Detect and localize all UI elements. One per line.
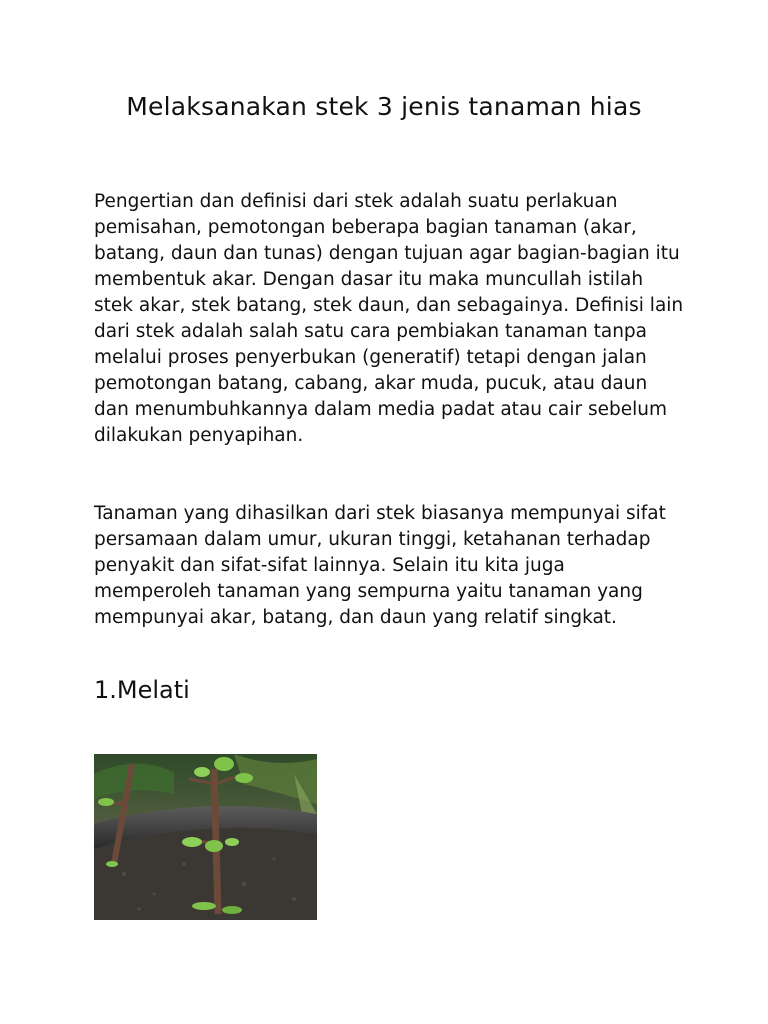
document-title: Melaksanakan stek 3 jenis tanaman hias (126, 92, 642, 121)
section-heading-melati: 1.Melati (94, 676, 190, 704)
paragraph-benefits: Tanaman yang dihasilkan dari stek biasanya mempunyai sifat persamaan dalam umur, ukuran tinggi, ketahanan terhadap penyakit dan sifat-sifat lainnya. Selain itu kita juga memperoleh tanaman yang sempurna yaitu tanaman yang mempunyai akar, batang, dan daun yang relatif singkat. (94, 503, 666, 628)
jasmine-cutting-illustration (94, 754, 317, 920)
paragraph-definition: Pengertian dan definisi dari stek adalah suatu perlakuan pemisahan, pemotongan beberapa bagian tanaman (akar, batang, daun dan tunas) dengan tujuan agar bagian-bagian itu membentuk akar. Dengan dasar itu maka muncullah istilah stek akar, stek batang, stek daun, dan sebagainya. Definisi lain dari stek adalah salah satu cara pembiakan tanaman tanpa melalui proses penyerbukan (generatif) tetapi dengan jalan pemotongan batang, cabang, akar muda, pucuk, atau daun dan menumbuhkannya dalam media padat atau cair sebelum dilakukan penyapihan. (94, 191, 684, 446)
jasmine-cutting-photo (94, 754, 317, 920)
